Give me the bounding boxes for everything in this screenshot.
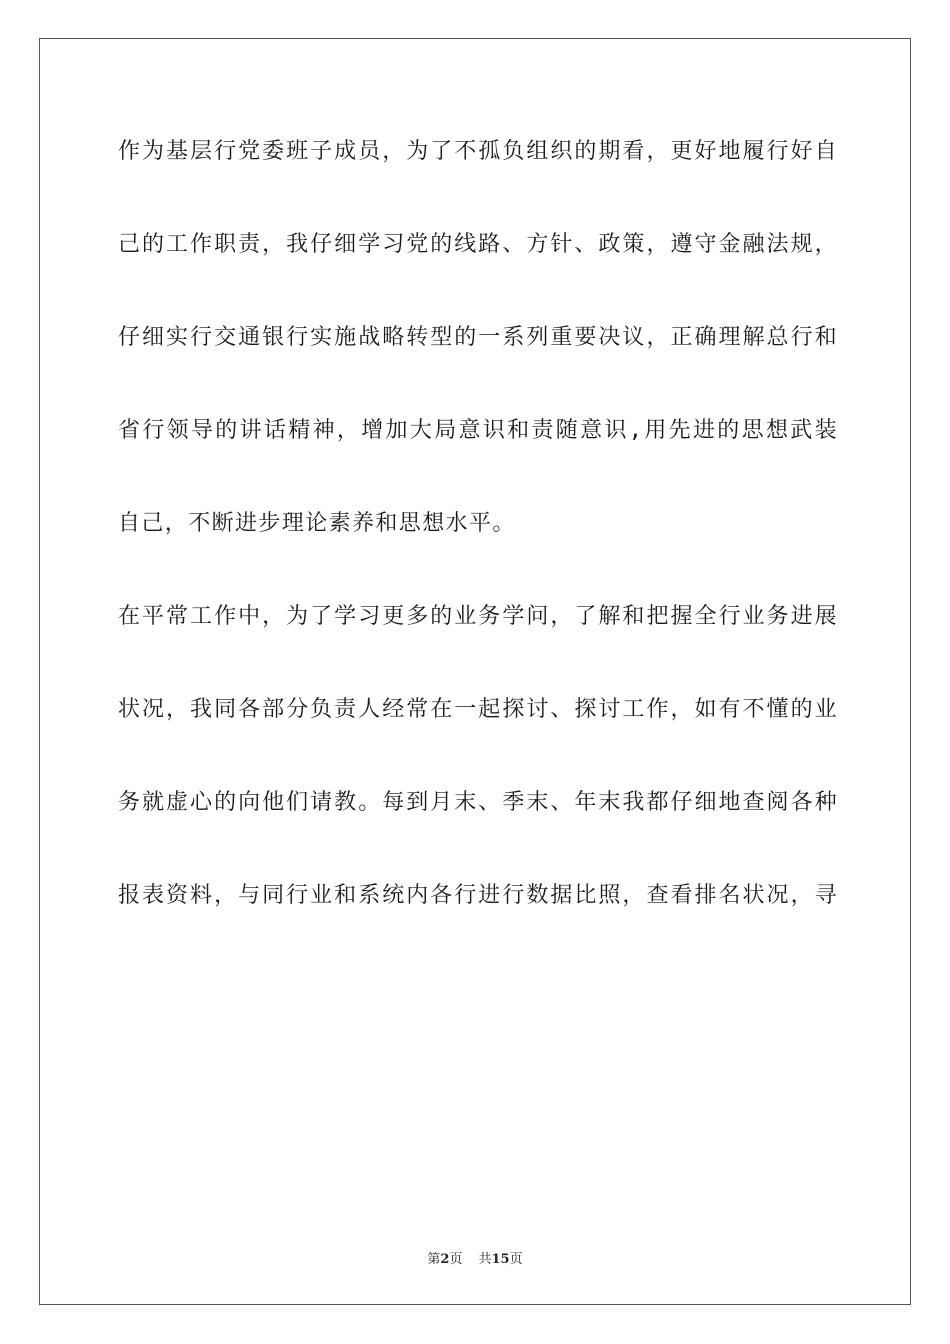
page-total bbox=[478, 1252, 522, 1267]
page-current: 2 bbox=[440, 1252, 450, 1267]
page-prefix: 第 bbox=[427, 1252, 441, 1267]
text-line-7: 状况，我同各部分负责人经常在一起探讨、探讨工作，如有不懂的业 bbox=[118, 697, 838, 722]
page-footer bbox=[0, 1248, 950, 1267]
text-line-3: 仔细实行交通银行实施战略转型的一系列重要决议，正确理解总行和 bbox=[118, 325, 838, 350]
total-prefix: 共 bbox=[478, 1252, 492, 1267]
text-line-5: 自己，不断进步理论素养和思想水平。 bbox=[118, 511, 516, 536]
document-body bbox=[118, 120, 838, 957]
total-count: 15 bbox=[491, 1252, 510, 1267]
text-line-1: 作为基层行党委班子成员，为了不孤负组织的期看，更好地履行好自 bbox=[118, 139, 838, 164]
text-line-8: 务就虚心的向他们请教。每到月末、季末、年末我都仔细地查阅各种 bbox=[118, 790, 838, 815]
page-suffix: 页 bbox=[449, 1252, 463, 1267]
page-number bbox=[427, 1252, 462, 1267]
total-suffix: 页 bbox=[509, 1252, 523, 1267]
text-line-4: 省行领导的讲话精神，增加大局意识和责随意识,用先进的思想武装 bbox=[118, 418, 838, 443]
text-line-9: 报表资料，与同行业和系统内各行进行数据比照，查看排名状况，寻 bbox=[118, 883, 838, 908]
text-line-6: 在平常工作中，为了学习更多的业务学问，了解和把握全行业务进展 bbox=[118, 604, 838, 629]
text-line-2: 己的工作职责，我仔细学习党的线路、方针、政策，遵守金融法规， bbox=[118, 232, 838, 257]
